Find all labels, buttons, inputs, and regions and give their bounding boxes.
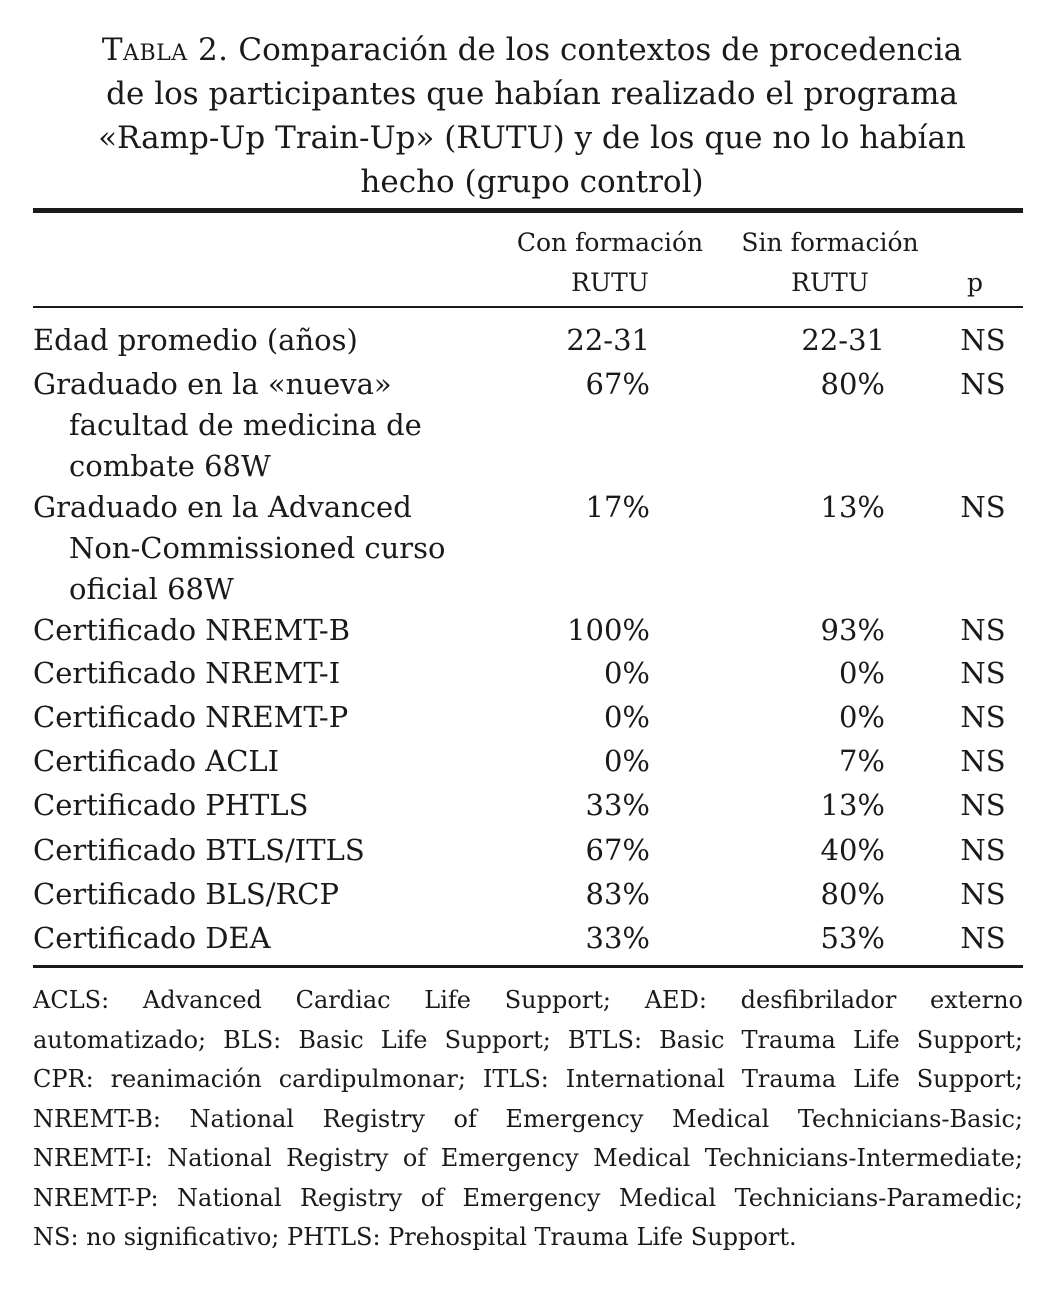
row-label (33, 364, 483, 487)
cell-con-formacion: 83% (585, 877, 650, 911)
cell-p-value: NS (960, 744, 1006, 778)
cell-sin-formacion: 13% (820, 788, 885, 822)
row-label-line: Certificado BTLS/ITLS (33, 833, 365, 867)
row-label (33, 320, 483, 361)
bottom-rule (33, 965, 1023, 968)
row-label-line: Certificado DEA (33, 921, 271, 955)
top-rule (33, 208, 1023, 213)
row-label-line: Certificado BLS/RCP (33, 877, 340, 911)
row-label (33, 653, 483, 694)
row-label (33, 697, 483, 738)
row-label-line: Certificado NREMT-I (33, 656, 341, 690)
row-label-line: Certificado PHTLS (33, 788, 309, 822)
cell-sin-formacion: 40% (820, 833, 885, 867)
row-label (33, 610, 483, 651)
table-caption (40, 28, 1024, 204)
cell-con-formacion: 0% (603, 744, 650, 778)
caption-line-1: Tabla 2. Comparación de los contextos de procedencia (101, 32, 963, 68)
table-footnote (33, 981, 1023, 1258)
cell-p-value: NS (960, 490, 1006, 524)
caption-line-3: «Ramp-Up Train-Up» (RUTU) y de los que no lo habían (98, 120, 966, 156)
cell-p-value: NS (960, 877, 1006, 911)
cell-sin-formacion: 80% (820, 367, 885, 401)
row-label-line: combate 68W (69, 449, 271, 483)
cell-sin-formacion: 80% (820, 877, 885, 911)
cell-p-value: NS (960, 613, 1006, 647)
row-label-line: Certificado NREMT-B (33, 613, 351, 647)
cell-p-value: NS (960, 323, 1006, 357)
row-label-line: Non-Commissioned curso (69, 531, 446, 565)
row-label (33, 785, 483, 826)
cell-sin-formacion: 0% (838, 656, 885, 690)
row-label (33, 830, 483, 871)
footnote-line: ACLS: Advanced Cardiac Life Support; AED: desfibrilador externo (33, 986, 1023, 1014)
column-header-con-formacion: Con formación RUTU (516, 228, 704, 297)
cell-con-formacion: 33% (585, 921, 650, 955)
cell-p-value: NS (960, 656, 1006, 690)
cell-sin-formacion: 0% (838, 700, 885, 734)
cell-con-formacion: 100% (567, 613, 650, 647)
caption-line-4: hecho (grupo control) (360, 164, 704, 200)
row-label (33, 741, 483, 782)
cell-con-formacion: 67% (585, 367, 650, 401)
caption-line-2: de los participantes que habían realizado el programa (106, 76, 958, 112)
cell-con-formacion: 67% (585, 833, 650, 867)
cell-con-formacion: 33% (585, 788, 650, 822)
footnote-line: NS: no significativo; PHTLS: Prehospital Trauma Life Support. (33, 1223, 797, 1251)
footnote-line: automatizado; BLS: Basic Life Support; BTLS: Basic Trauma Life Support; (33, 1025, 1023, 1054)
footnote-line: NREMT-I: National Registry of Emergency Medical Technicians-Intermediate; (33, 1144, 1023, 1172)
cell-sin-formacion: 93% (820, 613, 885, 647)
row-label (33, 487, 483, 610)
row-label (33, 874, 483, 915)
row-label-line: Edad promedio (años) (33, 323, 358, 357)
row-label (33, 918, 483, 959)
column-header-p: p (966, 268, 983, 297)
cell-con-formacion: 17% (585, 490, 650, 524)
table-label: Tabla 2. (101, 32, 229, 68)
header-rule (33, 306, 1023, 308)
cell-sin-formacion: 53% (820, 921, 885, 955)
cell-con-formacion: 22-31 (566, 323, 650, 357)
cell-p-value: NS (960, 921, 1006, 955)
cell-p-value: NS (960, 788, 1006, 822)
footnote-line: CPR: reanimación cardipulmonar; ITLS: International Trauma Life Support; (33, 1065, 1023, 1093)
footnote-line: NREMT-P: National Registry of Emergency Medical Technicians-Paramedic; (33, 1183, 1023, 1212)
row-label-line: oficial 68W (69, 572, 234, 606)
row-label-line: Certificado NREMT-P (33, 700, 349, 734)
cell-con-formacion: 0% (603, 700, 650, 734)
cell-p-value: NS (960, 367, 1006, 401)
column-header-sin-formacion: Sin formación RUTU (741, 228, 919, 297)
cell-con-formacion: 0% (603, 656, 650, 690)
row-label-line: facultad de medicina de (69, 408, 422, 442)
cell-p-value: NS (960, 700, 1006, 734)
row-label-line: Graduado en la «nueva» (33, 367, 392, 401)
cell-sin-formacion: 13% (820, 490, 885, 524)
row-label-line: Graduado en la Advanced (33, 490, 412, 524)
footnote-line: NREMT-B: National Registry of Emergency Medical Technicians-Basic; (33, 1104, 1023, 1133)
cell-sin-formacion: 7% (838, 744, 885, 778)
cell-p-value: NS (960, 833, 1006, 867)
cell-sin-formacion: 22-31 (801, 323, 885, 357)
row-label-line: Certificado ACLI (33, 744, 280, 778)
